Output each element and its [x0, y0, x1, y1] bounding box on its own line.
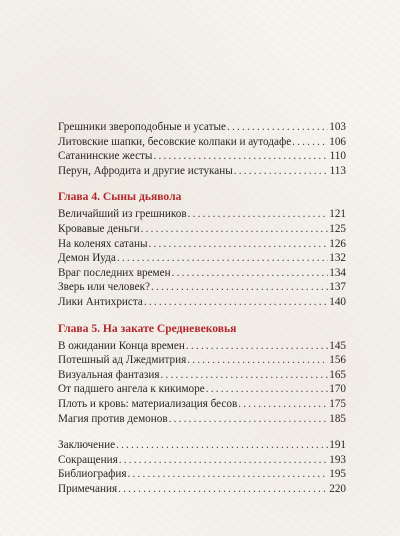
toc-entry[interactable]	[58, 135, 346, 150]
toc-group	[58, 438, 346, 496]
leader-dots	[160, 368, 328, 383]
toc-entry-title: Кровавые деньги	[58, 222, 140, 235]
leader-dots	[117, 251, 328, 266]
toc-entry-title: Визуальная фантазия	[58, 368, 160, 381]
toc-entry[interactable]	[58, 222, 346, 237]
toc-entry-page: 145	[329, 339, 346, 352]
toc-entry-title: Перун, Афродита и другие истуканы	[58, 164, 233, 177]
toc-entry-title: Демон Иуда	[58, 252, 116, 265]
toc-entry-page: 121	[329, 208, 346, 221]
toc-entry[interactable]	[58, 149, 346, 164]
toc-entry-title: Примечания	[58, 482, 118, 495]
leader-dots	[234, 164, 329, 179]
toc-entry[interactable]	[58, 266, 346, 281]
leader-dots	[151, 280, 328, 295]
chapter-heading[interactable]: Глава 4. Сыны дьявола	[58, 190, 182, 204]
toc-entry-title: Лики Антихриста	[58, 295, 143, 308]
toc-entry[interactable]	[58, 237, 346, 252]
leader-dots	[188, 207, 329, 222]
toc-entry-page: 193	[329, 453, 346, 466]
leader-dots	[119, 453, 328, 468]
leader-dots	[153, 149, 328, 164]
toc-entry[interactable]	[58, 353, 346, 368]
leader-dots	[144, 295, 328, 310]
toc-entry[interactable]	[58, 438, 346, 453]
toc-entry-title: Литовские шапки, бесовские колпаки и аутодафе	[58, 135, 292, 148]
toc-entry[interactable]	[58, 397, 346, 412]
toc-entry-page: 220	[329, 482, 346, 495]
leader-dots	[116, 438, 328, 453]
toc-entry-page: 103	[329, 121, 346, 133]
toc-entry[interactable]	[58, 295, 346, 310]
toc-entry[interactable]	[58, 339, 346, 354]
toc-entry[interactable]	[58, 280, 346, 295]
toc-entry-title: Магия против демонов	[58, 412, 168, 425]
toc-entry-page: 165	[329, 368, 346, 381]
toc-group	[58, 189, 346, 309]
toc-entry[interactable]	[58, 368, 346, 383]
toc-entry[interactable]	[58, 251, 346, 266]
toc-entry[interactable]	[58, 467, 346, 482]
section-gap	[58, 426, 346, 438]
toc-entry-title: Зверь или человек?	[58, 281, 150, 294]
toc-entry-title: Потешный ад Лжедмитрия	[58, 354, 187, 367]
leader-dots	[227, 120, 328, 135]
toc-entry-page: 156	[329, 354, 346, 367]
toc-entry-page: 110	[329, 150, 346, 163]
toc-entry-page: 140	[329, 295, 346, 308]
toc-entry-page: 126	[329, 237, 346, 250]
toc-entry-title: От падшего ангела к кикиморе	[58, 383, 205, 396]
toc-entry-page: 134	[329, 266, 346, 279]
leader-dots	[186, 339, 328, 354]
leader-dots	[238, 397, 328, 412]
toc-entry-title: Библиография	[58, 468, 127, 481]
toc-entry-page: 106	[329, 135, 346, 148]
toc-entry-page: 113	[329, 164, 346, 177]
chapter-heading[interactable]: Глава 5. На закате Средневековья	[58, 321, 237, 335]
toc-entry-title: Заключение	[58, 439, 116, 452]
toc-entry[interactable]	[58, 482, 346, 497]
toc-entry-title: Грешники звероподобные и усатые	[58, 121, 226, 133]
toc-entry-title: В ожидании Конца времен	[58, 339, 185, 352]
toc-entry-page: 125	[329, 222, 346, 235]
leader-dots	[169, 412, 329, 427]
leader-dots	[187, 353, 328, 368]
toc-entry-page: 170	[329, 383, 346, 396]
toc-entry[interactable]	[58, 453, 346, 468]
table-of-contents	[58, 120, 346, 496]
toc-entry[interactable]	[58, 207, 346, 222]
toc-group	[58, 321, 346, 427]
toc-entry-page: 175	[329, 397, 346, 410]
toc-entry-page: 195	[329, 468, 346, 481]
leader-dots	[141, 222, 329, 237]
toc-entry-page: 185	[329, 412, 346, 425]
toc-entry-title: Сатанинские жесты	[58, 150, 153, 163]
toc-entry-title: Плоть и кровь: материализация бесов	[58, 397, 238, 410]
leader-dots	[149, 237, 329, 252]
toc-entry-page: 137	[329, 281, 346, 294]
toc-entry-title: Величайший из грешников	[58, 208, 187, 221]
toc-entry[interactable]	[58, 412, 346, 427]
leader-dots	[128, 467, 329, 482]
toc-entry[interactable]	[58, 120, 346, 135]
leader-dots	[118, 482, 328, 497]
leader-dots	[206, 382, 329, 397]
toc-entry-page: 132	[329, 252, 346, 265]
leader-dots	[172, 266, 329, 281]
toc-entry-page: 191	[329, 439, 346, 452]
toc-entry[interactable]	[58, 382, 346, 397]
toc-entry-title: Сокращения	[58, 453, 118, 466]
toc-entry-title: На коленях сатаны	[58, 237, 148, 250]
toc-entry[interactable]	[58, 164, 346, 179]
toc-entry-title: Враг последних времен	[58, 266, 171, 279]
toc-group	[58, 120, 346, 178]
leader-dots	[292, 135, 328, 150]
